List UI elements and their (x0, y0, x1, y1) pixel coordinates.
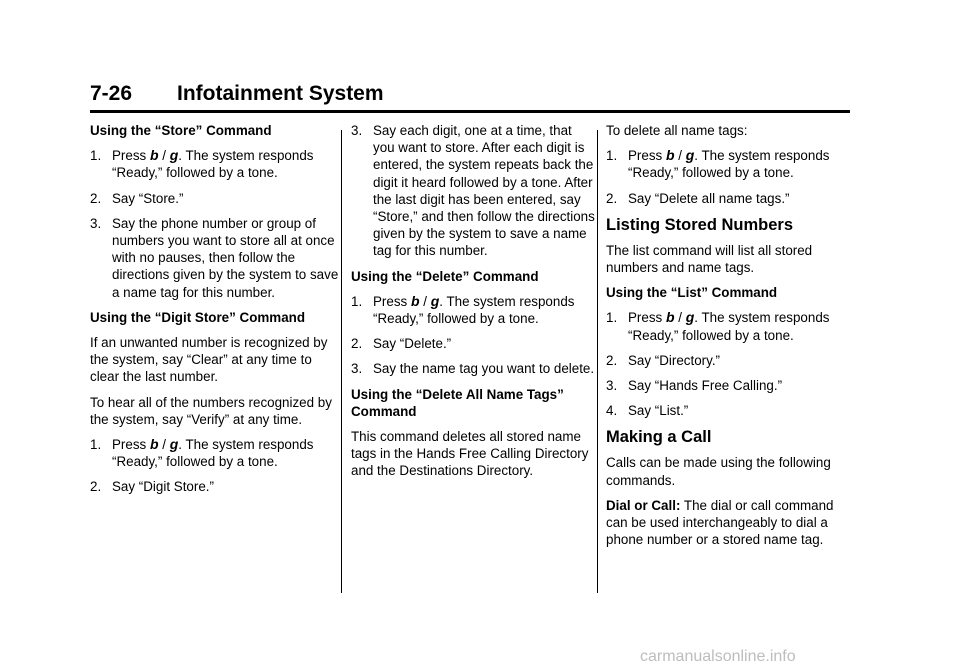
list-item (351, 122, 595, 260)
watermark: carmanualsonline.info (640, 648, 796, 665)
step-number: 1. (90, 148, 102, 164)
step-text-pre: Press (112, 148, 150, 164)
step-text: Say the phone number or group of numbers you want to store all at once with no pauses, then follow the directions given by the system to save a name tag for this number. (112, 215, 339, 300)
list-item (90, 215, 340, 301)
section-title: Infotainment System (177, 82, 384, 105)
step-text: Press b / g. The system responds “Ready,” followed by a tone. (628, 147, 830, 181)
step-number: 3. (351, 361, 363, 377)
heading-making-a-call: Making a Call (606, 428, 712, 447)
step-text: Say the name tag you want to delete. (373, 361, 595, 377)
list-item (351, 293, 595, 327)
column-divider-left (341, 130, 342, 593)
voice-button-icon: g (430, 292, 440, 309)
column-3 (606, 122, 850, 556)
step-text: Say “List.” (628, 403, 689, 419)
step-text: Press b / g. The system responds “Ready,” followed by a tone. (112, 147, 314, 181)
paragraph-to-delete: To delete all name tags: (606, 123, 748, 138)
step-text-post: . The system responds “Ready,” followed by a tone. (373, 293, 575, 327)
subheading-store: Using the “Store” Command (90, 123, 272, 138)
column-1 (90, 122, 340, 504)
step-number: 1. (606, 310, 618, 326)
step-text-pre: Press (628, 310, 666, 326)
step-number: 1. (351, 293, 363, 309)
dial-text: The dial or call command can be used interchangeably to dial a phone number or a stored name tag. (606, 497, 834, 548)
step-text: Say each digit, one at a time, that you want to store. After each digit is entered, the system repeats back the digit it heard followed by a tone. After the last digit has been entered, say “Store,” and then follow the directions given by the system to save a name tag for this number. (373, 123, 595, 259)
paragraph-delete-all: This command deletes all stored name tags in the Hands Free Calling Directory and the Destinations Directory. (351, 429, 589, 479)
step-text-post: . The system responds “Ready,” followed by a tone. (628, 310, 830, 343)
list-item (90, 147, 340, 181)
step-text: Say “Directory.” (628, 352, 721, 368)
paragraph-list: The list command will list all stored numbers and name tags. (606, 242, 813, 276)
subheading-list: Using the “List” Command (606, 285, 778, 301)
voice-button-icon: g (685, 147, 695, 164)
paragraph-calls: Calls can be made using the following commands. (606, 455, 831, 488)
step-number: 1. (90, 437, 102, 453)
subheading-delete: Using the “Delete” Command (351, 268, 539, 284)
list-item (606, 402, 850, 419)
list-item (351, 360, 595, 377)
list-item (351, 335, 595, 352)
list-item (606, 352, 850, 369)
step-text: Say “Delete.” (373, 336, 452, 352)
phone-button-icon: b (665, 147, 675, 164)
voice-button-icon: g (685, 309, 695, 326)
column-divider-right (597, 130, 598, 593)
step-text-pre: Press (628, 148, 666, 164)
step-number: 2. (351, 336, 363, 352)
step-number: 1. (606, 148, 618, 164)
page-number: 7-26 (90, 82, 133, 105)
step-text: Say “Delete all name tags.” (628, 190, 790, 206)
phone-button-icon: b (665, 309, 675, 326)
dial-label: Dial or Call: (606, 497, 681, 513)
step-number: 3. (606, 378, 618, 394)
step-number: 3. (351, 123, 363, 138)
step-text: Say “Store.” (112, 190, 184, 206)
list-item (90, 478, 340, 495)
step-number: 4. (606, 403, 618, 419)
step-text: Press b / g. The system responds “Ready,” followed by a tone. (373, 292, 575, 327)
step-text: Say “Digit Store.” (112, 479, 214, 495)
phone-button-icon: b (410, 292, 420, 309)
step-text: Press b / g. The system responds “Ready,” followed by a tone. (112, 436, 314, 470)
step-number: 2. (90, 190, 102, 206)
step-text-pre: Press (373, 293, 411, 309)
step-number: 2. (606, 352, 618, 368)
page-header (90, 80, 850, 113)
list-item (606, 309, 850, 343)
list-item (606, 190, 850, 207)
step-text-pre: Press (112, 437, 150, 453)
step-number: 2. (90, 479, 102, 495)
list-item (606, 147, 850, 181)
step-text-post: . The system responds “Ready,” followed by a tone. (112, 148, 314, 181)
step-number: 2. (606, 190, 618, 206)
subheading-digit-store: Using the “Digit Store” Command (90, 309, 306, 325)
step-text: Say “Hands Free Calling.” (628, 378, 783, 394)
paragraph-dial (606, 497, 850, 549)
step-text-post: . The system responds “Ready,” followed by a tone. (112, 437, 314, 470)
list-item (606, 377, 850, 394)
voice-button-icon: g (169, 436, 179, 453)
phone-button-icon: b (149, 436, 159, 453)
list-item (90, 190, 340, 207)
step-number: 3. (90, 215, 102, 231)
list-item (90, 436, 340, 470)
step-text: Press b / g. The system responds “Ready,” followed by a tone. (628, 309, 830, 343)
heading-listing-stored-numbers: Listing Stored Numbers (606, 215, 794, 234)
paragraph-hear: To hear all of the numbers recognized by the system, say “Verify” at any time. (90, 394, 332, 427)
phone-button-icon: b (149, 147, 159, 164)
column-2 (351, 122, 595, 488)
paragraph-unwanted: If an unwanted number is recognized by the system, say “Clear” at any time to clear the last number. (90, 335, 328, 385)
step-text-post: . The system responds “Ready,” followed by a tone. (628, 148, 830, 181)
voice-button-icon: g (169, 147, 179, 164)
subheading-delete-all: Using the “Delete All Name Tags” Command (351, 386, 564, 419)
